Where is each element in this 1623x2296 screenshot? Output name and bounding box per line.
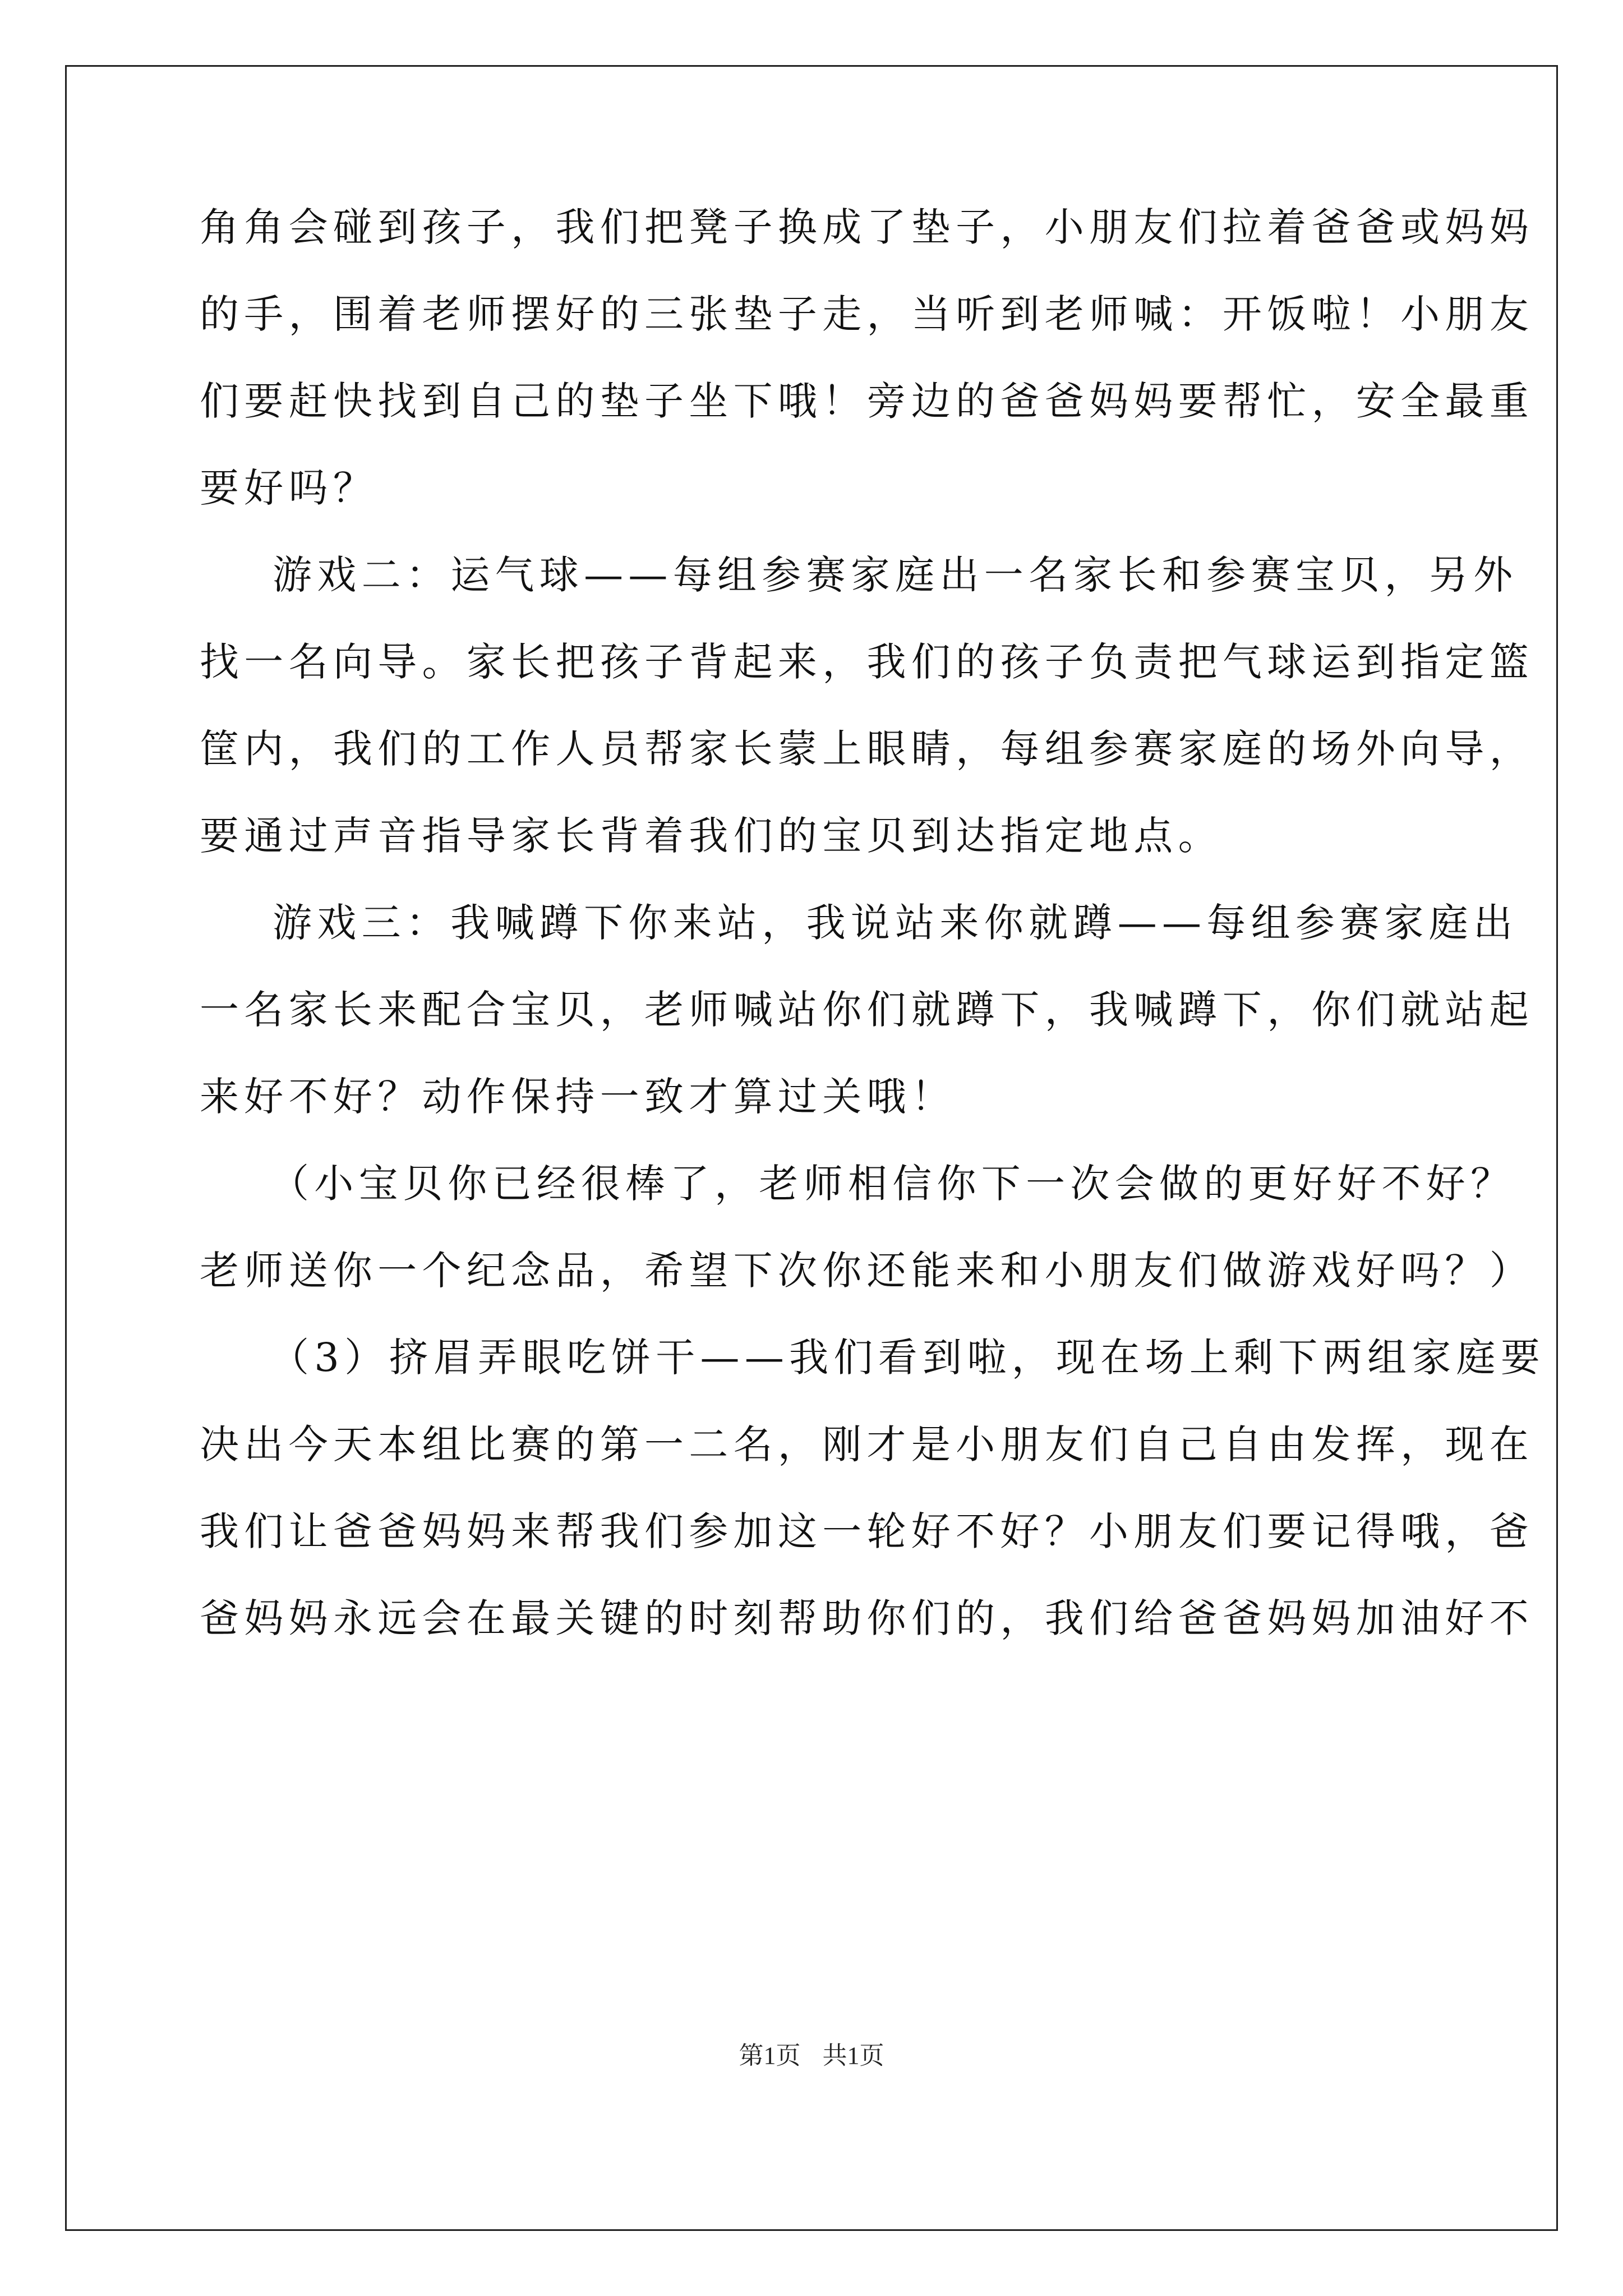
page-footer: [0, 2039, 1623, 2073]
body-line: 来好不好？动作保持一致才算过关哦！: [200, 1074, 956, 1120]
body-line: 一名家长来配合宝贝，老师喊站你们就蹲下，我喊蹲下，你们就站起: [200, 987, 1534, 1033]
body-line: 要好吗？: [200, 465, 378, 511]
body-line: 角角会碰到孩子，我们把凳子换成了垫子，小朋友们拉着爸爸或妈妈: [200, 204, 1534, 250]
body-line: 决出今天本组比赛的第一二名，刚才是小朋友们自己自由发挥，现在: [200, 1421, 1534, 1467]
body-line: 老师送你一个纪念品，希望下次你还能来和小朋友们做游戏好吗？）: [200, 1248, 1534, 1294]
body-line: 找一名向导。家长把孩子背起来，我们的孩子负责把气球运到指定篮: [200, 639, 1534, 685]
body-line: 筐内，我们的工作人员帮家长蒙上眼睛，每组参赛家庭的场外向导，: [200, 726, 1534, 772]
body-line: 我们让爸爸妈妈来帮我们参加这一轮好不好？小朋友们要记得哦，爸: [200, 1508, 1534, 1554]
page-number: 第1页: [739, 2042, 801, 2069]
body-line: 的手，围着老师摆好的三张垫子走，当听到老师喊：开饭啦！小朋友: [200, 291, 1534, 337]
body-line: 们要赶快找到自己的垫子坐下哦！旁边的爸爸妈妈要帮忙，安全最重: [200, 378, 1534, 424]
paragraph-start-line: 游戏三：我喊蹲下你来站，我说站来你就蹲——每组参赛家庭出: [273, 900, 1518, 946]
body-line: 爸妈妈永远会在最关键的时刻帮助你们的，我们给爸爸妈妈加油好不: [200, 1595, 1534, 1641]
paragraph-start-line: （3）挤眉弄眼吃饼干——我们看到啦，现在场上剩下两组家庭要: [270, 1335, 1546, 1381]
paragraph-start-line: 游戏二：运气球——每组参赛家庭出一名家长和参赛宝贝，另外: [273, 552, 1518, 598]
page-total: 共1页: [822, 2042, 884, 2069]
paragraph-start-line: （小宝贝你已经很棒了，老师相信你下一次会做的更好好不好？: [270, 1161, 1515, 1207]
body-line: 要通过声音指导家长背着我们的宝贝到达指定地点。: [200, 813, 1223, 859]
